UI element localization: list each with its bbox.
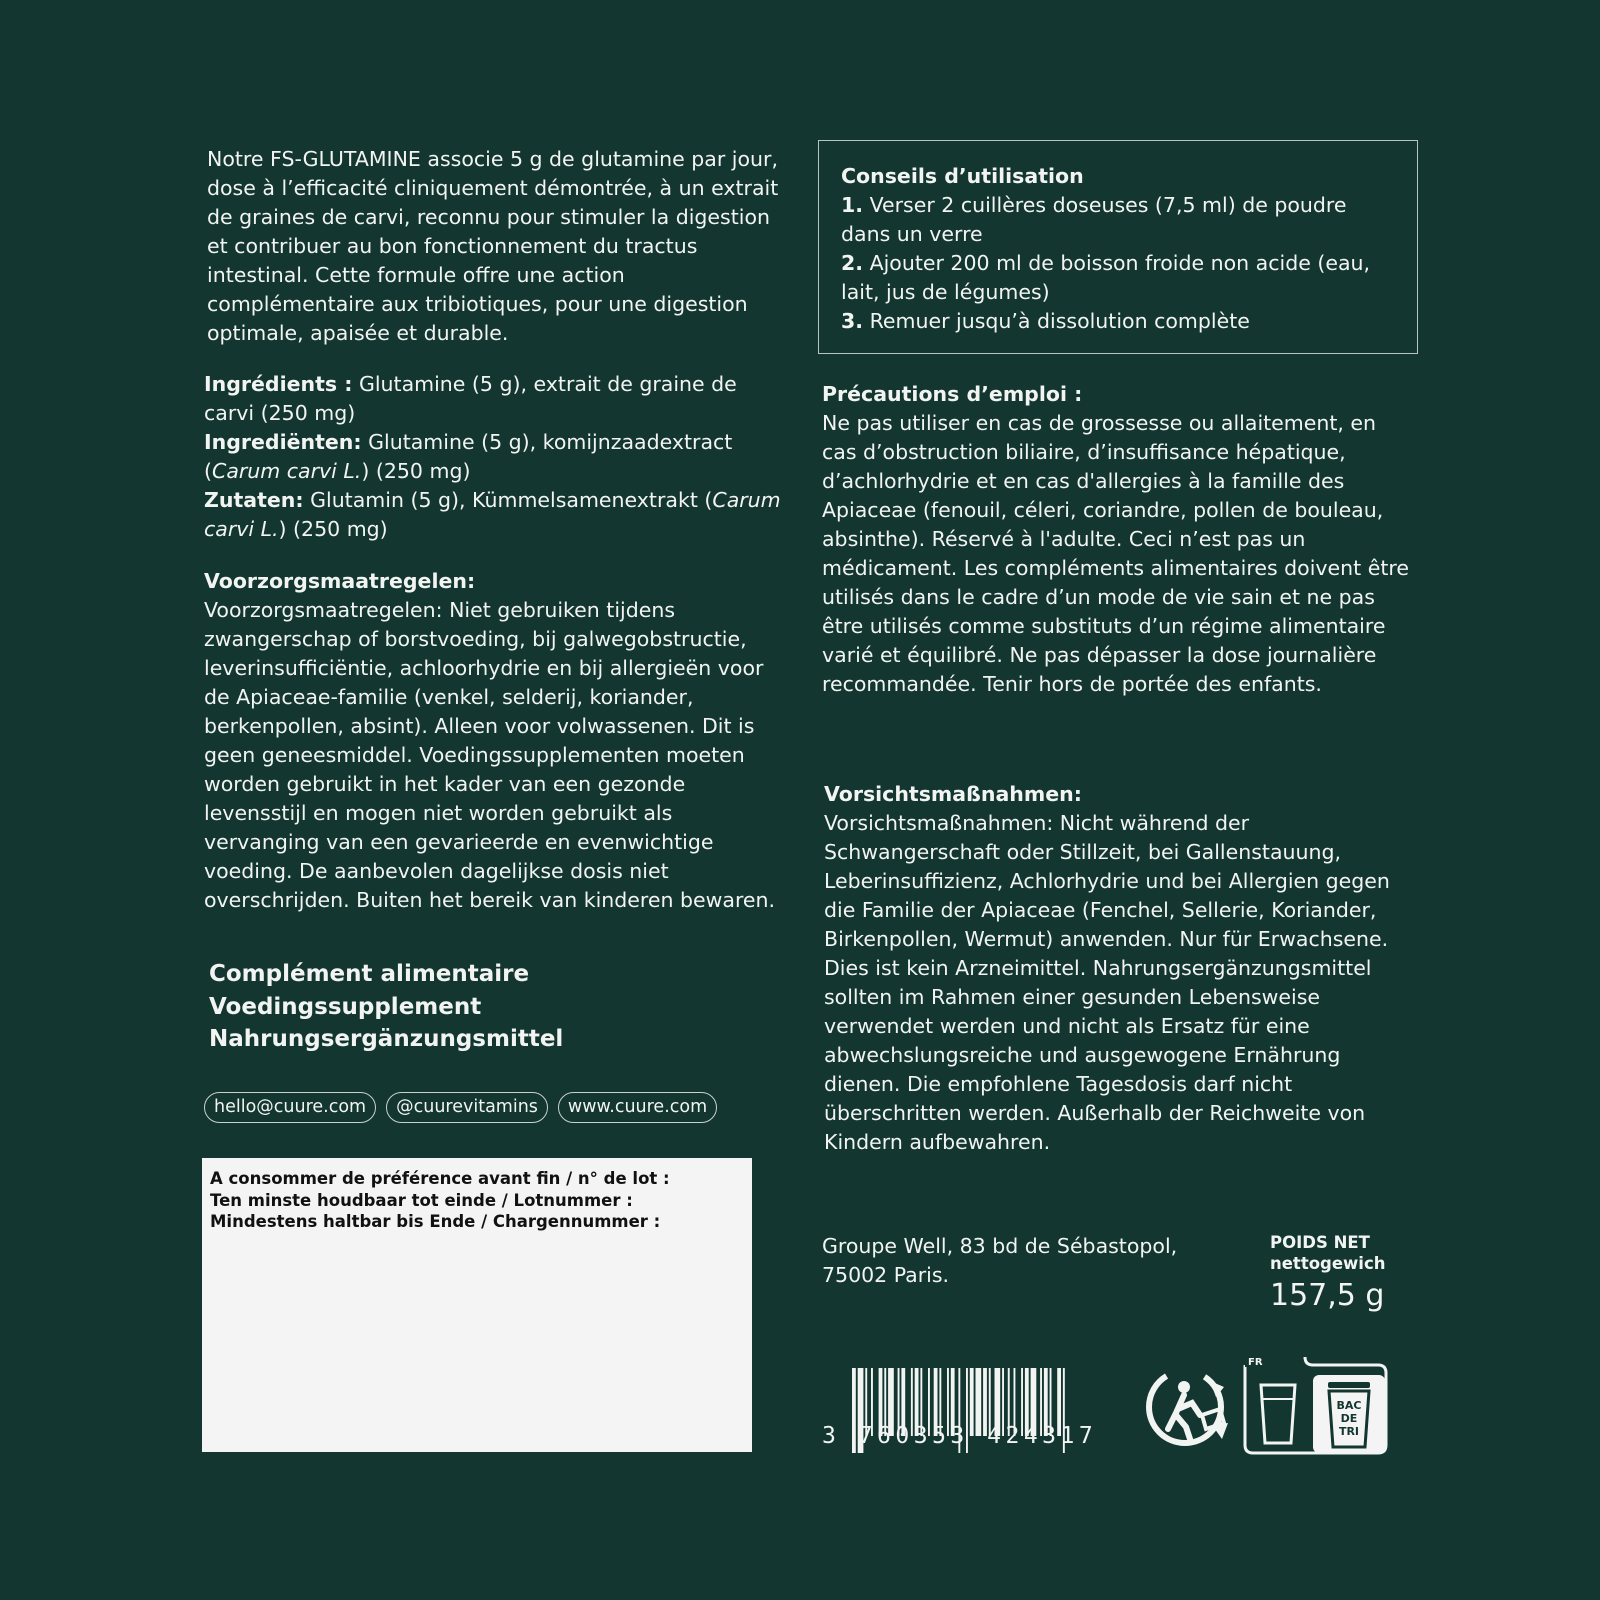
usage-title: Conseils d’utilisation xyxy=(841,164,1084,188)
barcode-digits: 3 760353 424317 xyxy=(822,1423,1098,1449)
usage-step xyxy=(841,249,1395,307)
supplement-nl: Voedingssupplement xyxy=(209,993,482,1020)
de-precautions xyxy=(824,780,1414,1157)
net-weight xyxy=(1270,1232,1385,1316)
lot-box xyxy=(202,1158,752,1452)
fr-precautions-text: Ne pas utiliser en cas de grossesse ou allaitement, en cas d’obstruction biliaire, d’insuffisance hépatique, d’achlorhydrie et en cas d'allergies à la famille des Apiaceae (fenouil, céleri, coriandre, pollen de bouleau, absinthe). Réservé à l'adulte. Ceci n’est pas un médicament. Les compléments alimentaires doivent être utilisés dans le cadre d’un mode de vie sain et ne pas être utilisés comme substituts d’un régime alimentaire varié et équilibré. Ne pas dépasser la dose journalière recommandée. Tenir hors de portée des enfants. xyxy=(822,411,1409,696)
lot-nl: Ten minste houdbaar tot einde / Lotnummer : xyxy=(210,1190,633,1210)
lot-de: Mindestens haltbar bis Ende / Chargennummer : xyxy=(210,1212,661,1231)
triman-icon xyxy=(1140,1365,1235,1450)
email-pill[interactable]: hello@cuure.com xyxy=(204,1092,376,1123)
net-weight-label-nl: nettogewich xyxy=(1270,1254,1386,1273)
usage-step-number: 3. xyxy=(841,309,864,333)
usage-step-number: 1. xyxy=(841,193,864,217)
nl-precautions xyxy=(204,567,789,915)
ingredients-block xyxy=(204,370,789,544)
ingredients-de-text: Glutamin (5 g), Kümmelsamenextrakt ( xyxy=(303,488,713,512)
ingredients-fr xyxy=(204,370,789,428)
usage-step-text: Remuer jusqu’à dissolution complète xyxy=(863,309,1250,333)
usage-step-text: Ajouter 200 ml de boisson froide non acide (eau, lait, jus de légumes) xyxy=(841,251,1371,304)
sorting-bin-icon xyxy=(1313,1375,1385,1453)
de-precautions-text: Vorsichtsmaßnahmen: Nicht während der Schwangerschaft oder Stillzeit, bei Gallenstauung, Leberinsuffizienz, Achlorhydrie und bei Allergien gegen die Familie der Apiaceae (Fenchel, Sellerie, Koriander, Birkenpollen, Wermut) anwenden. Nur für Erwachsene. Dies ist kein Arzneimittel. Nahrungsergänzungsmittel sollten im Rahmen einer gesunden Lebensweise verwendet werden und nicht als Ersatz für eine abwechslungsreiche und ausgewogene Ernährung dienen. Die empfohlene Tagesdosis darf nicht überschritten werden. Außerhalb der Reichweite von Kindern aufbewahren. xyxy=(824,811,1390,1154)
supplement-labels xyxy=(209,958,563,1056)
glass-icon xyxy=(1261,1385,1295,1443)
usage-step-number: 2. xyxy=(841,251,864,275)
ingredients-nl-dose: ) (250 mg) xyxy=(361,459,471,483)
bin-text-2: DE xyxy=(1340,1412,1358,1425)
ingredients-fr-text: Glutamine (5 g), extrait de graine de carvi (250 mg) xyxy=(204,372,737,425)
info-tri-icon xyxy=(1243,1355,1388,1455)
nl-precautions-title: Voorzorgsmaatregelen: xyxy=(204,569,476,593)
social-pill[interactable]: @cuurevitamins xyxy=(386,1092,548,1123)
address-line-2: 75002 Paris. xyxy=(822,1263,950,1287)
ingredients-nl-label: Ingrediënten: xyxy=(204,430,362,454)
address-line-1: Groupe Well, 83 bd de Sébastopol, xyxy=(822,1234,1178,1258)
fr-precautions xyxy=(822,380,1412,699)
usage-box xyxy=(818,140,1418,354)
supplement-fr: Complément alimentaire xyxy=(209,961,530,987)
bin-text-1: BAC xyxy=(1336,1399,1362,1412)
net-weight-label-fr: POIDS NET xyxy=(1270,1233,1370,1252)
ingredients-de xyxy=(204,486,789,544)
ingredients-de-label: Zutaten: xyxy=(204,488,304,512)
lot-fr: A consommer de préférence avant fin / n° de lot : xyxy=(210,1169,670,1188)
nl-precautions-text: Voorzorgsmaatregelen: Niet gebruiken tijdens zwangerschap of borstvoeding, bij galwegobstructie, leverinsufficiëntie, achloorhydrie en bij allergieën voor de Apiaceae-familie (venkel, selderij, koriander, berkenpollen, absint). Alleen voor volwassenen. Dit is geen geneesmiddel. Voedingssupplementen moeten worden gebruikt in het kader van een gezonde levensstijl en mogen niet worden gebruikt als vervanging van een gevarieerde en evenwichtige voeding. De aanbevolen dagelijkse dosis niet overschrijden. Buiten het bereik van kinderen bewaren. xyxy=(204,598,776,912)
ingredients-fr-label: Ingrédients : xyxy=(204,372,353,396)
ingredients-nl xyxy=(204,428,789,486)
tri-country-label: FR xyxy=(1248,1357,1263,1368)
usage-step xyxy=(841,191,1395,249)
bin-text-3: TRI xyxy=(1338,1425,1360,1438)
ingredients-de-latin: Carum carvi L. xyxy=(204,488,781,541)
contact-pills xyxy=(204,1092,717,1123)
usage-step xyxy=(841,307,1395,336)
de-precautions-title: Vorsichtsmaßnahmen: xyxy=(824,782,1082,806)
website-pill[interactable]: www.cuure.com xyxy=(558,1092,717,1123)
ingredients-de-dose: ) (250 mg) xyxy=(278,517,388,541)
ingredients-nl-text: Glutamine (5 g), komijnzaadextract ( xyxy=(204,430,733,483)
company-address xyxy=(822,1232,1222,1290)
usage-step-text: Verser 2 cuillères doseuses (7,5 ml) de poudre dans un verre xyxy=(841,193,1347,246)
product-description: Notre FS-GLUTAMINE associe 5 g de glutamine par jour, dose à l’efficacité cliniquement démontrée, à un extrait de graines de carvi, reconnu pour stimuler la digestion et contribuer au bon fonctionnement du tractus intestinal. Cette formule offre une action complémentaire aux tribiotiques, pour une digestion optimale, apaisée et durable. xyxy=(207,147,779,345)
ingredients-nl-latin: Carum carvi L. xyxy=(212,459,362,483)
supplement-de: Nahrungsergänzungsmittel xyxy=(209,1026,564,1052)
net-weight-value: 157,5 g xyxy=(1270,1278,1385,1313)
fr-precautions-title: Précautions d’emploi : xyxy=(822,382,1083,406)
